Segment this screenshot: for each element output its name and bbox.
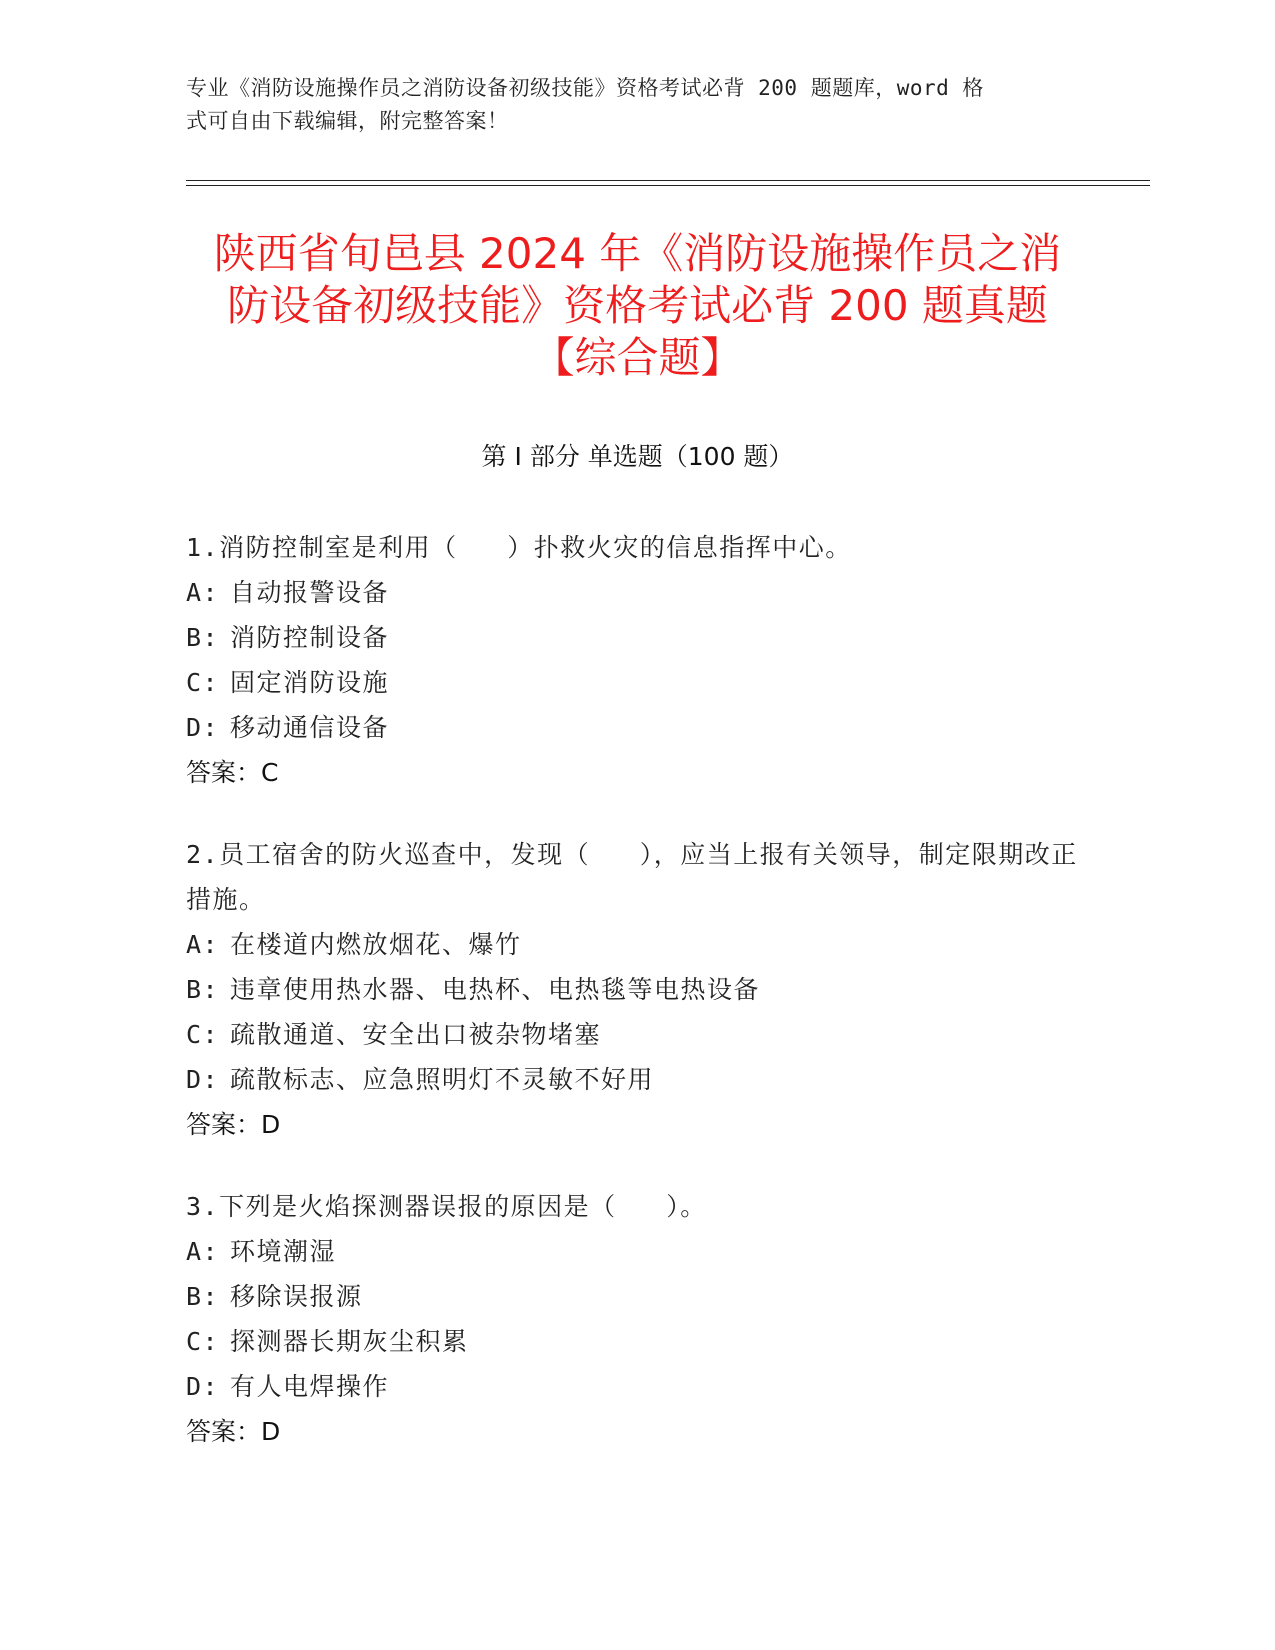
option-key: C: [186, 1327, 220, 1356]
option-text: 消防控制设备 [230, 623, 390, 652]
header-note-line-1: 专业《消防设施操作员之消防设备初级技能》资格考试必背 200 题题库，word 格 [186, 76, 984, 100]
option-key: A: [186, 930, 220, 959]
document-title-line-1: 陕西省旬邑县 2024 年《消防设施操作员之消 [213, 229, 1062, 278]
option-text: 在楼道内燃放烟花、爆竹 [230, 930, 522, 959]
option-a [186, 1229, 1086, 1274]
option-key: C: [186, 1020, 220, 1049]
question-stem: 3.下列是火焰探测器误报的原因是（ ）。 [186, 1192, 707, 1221]
option-text: 环境潮湿 [230, 1237, 337, 1266]
option-b [186, 967, 1086, 1012]
option-text: 疏散通道、安全出口被杂物堵塞 [230, 1020, 602, 1049]
answer: 答案：C [186, 758, 279, 787]
option-c [186, 1319, 1086, 1364]
document-title-line-3: 【综合题】 [532, 333, 743, 382]
option-key: D: [186, 713, 220, 742]
question-1 [186, 525, 1086, 795]
option-d [186, 1364, 1086, 1409]
option-key: A: [186, 1237, 220, 1266]
option-text: 有人电焊操作 [230, 1372, 390, 1401]
option-text: 疏散标志、应急照明灯不灵敏不好用 [230, 1065, 655, 1094]
option-key: B: [186, 623, 220, 652]
header-rule-bottom [186, 185, 1150, 186]
option-key: B: [186, 975, 220, 1004]
document-title-line-2: 防设备初级技能》资格考试必背 200 题真题 [227, 281, 1048, 330]
question-3 [186, 1184, 1086, 1454]
option-text: 移除误报源 [230, 1282, 363, 1311]
section-title: 第 I 部分 单选题（100 题） [481, 442, 794, 471]
option-d [186, 705, 1086, 750]
option-c [186, 660, 1086, 705]
answer: 答案：D [186, 1417, 281, 1446]
option-a [186, 922, 1086, 967]
option-key: D: [186, 1372, 220, 1401]
option-key: C: [186, 668, 220, 697]
option-text: 违章使用热水器、电热杯、电热毯等电热设备 [230, 975, 761, 1004]
document-title [150, 228, 1125, 384]
option-key: B: [186, 1282, 220, 1311]
option-b [186, 1274, 1086, 1319]
answer: 答案：D [186, 1110, 281, 1139]
question-stem: 2.员工宿舍的防火巡查中，发现（ ），应当上报有关领导，制定限期改正措施。 [186, 840, 1078, 914]
option-key: D: [186, 1065, 220, 1094]
option-text: 移动通信设备 [230, 713, 390, 742]
option-b [186, 615, 1086, 660]
question-2 [186, 832, 1086, 1147]
option-a [186, 570, 1086, 615]
question-stem: 1.消防控制室是利用（ ）扑救火灾的信息指挥中心。 [186, 533, 852, 562]
header-note [186, 72, 1066, 138]
option-key: A: [186, 578, 220, 607]
option-d [186, 1057, 1086, 1102]
option-c [186, 1012, 1086, 1057]
question-list [186, 525, 1086, 1491]
header-rule-top [186, 180, 1150, 181]
option-text: 固定消防设施 [230, 668, 390, 697]
option-text: 探测器长期灰尘积累 [230, 1327, 469, 1356]
option-text: 自动报警设备 [230, 578, 390, 607]
header-note-line-2: 式可自由下载编辑，附完整答案！ [186, 109, 509, 133]
